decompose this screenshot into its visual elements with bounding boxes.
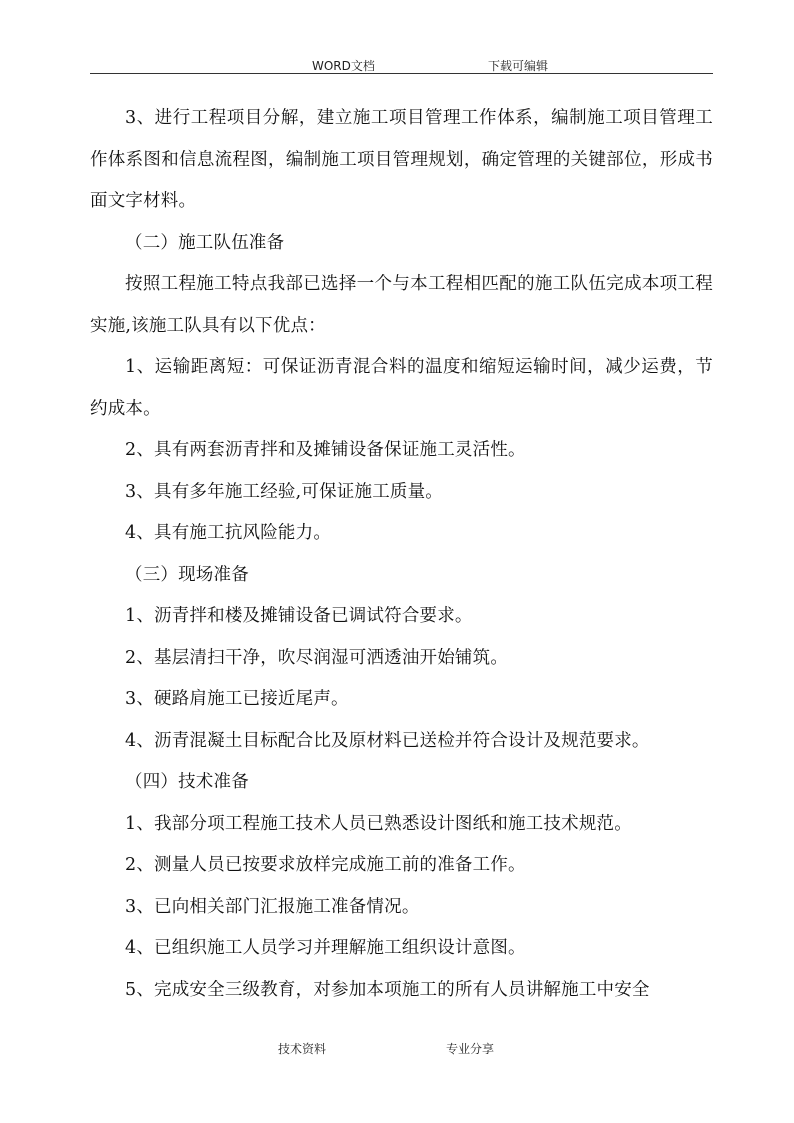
list-item-tech-staff: 1、我部分项工程施工技术人员已熟悉设计图纸和施工技术规范。 <box>125 813 632 834</box>
list-item-base-cleaning: 2、基层清扫干净，吹尽润湿可洒透油开始铺筑。 <box>125 647 509 668</box>
header-right-text: 下载可编辑 <box>488 59 549 73</box>
list-item-survey: 2、测量人员已按要求放样完成施工前的准备工作。 <box>125 855 526 875</box>
paragraph-item-3-decompose: 3、进行工程项目分解，建立施工项目管理工作体系，编制施工项目管理工作体系图和信息流程图，编制施工项目管理规划，确定管理的关键部位，形成书面文字材料。 <box>90 108 713 211</box>
list-item-equipment: 2、具有两套沥青拌和及摊铺设备保证施工灵活性。 <box>125 440 526 460</box>
page-header <box>0 55 794 75</box>
section-heading-team-prep: （二）施工队伍准备 <box>125 232 285 253</box>
section-heading-site-prep: （三）现场准备 <box>125 564 249 585</box>
page-footer <box>0 1040 794 1060</box>
list-item-transport-distance: 1、运输距离短：可保证沥青混合料的温度和缩短运输时间，减少运费，节约成本。 <box>90 357 713 419</box>
list-item-mixing-plant: 1、沥青拌和楼及摊铺设备已调试符合要求。 <box>125 606 473 626</box>
section-heading-tech-prep: （四）技术准备 <box>125 772 249 792</box>
document-body <box>90 98 713 1011</box>
list-item-report: 3、已向相关部门汇报施工准备情况。 <box>125 896 420 917</box>
list-item-hard-shoulder: 3、硬路肩施工已接近尾声。 <box>125 689 349 709</box>
paragraph-team-intro: 按照工程施工特点我部已选择一个与本工程相匹配的施工队伍完成本项工程实施,该施工队具有以下优点： <box>90 274 713 336</box>
list-item-training: 4、已组织施工人员学习并理解施工组织设计意图。 <box>125 938 526 958</box>
footer-left-text: 技术资料 <box>278 1042 327 1056</box>
list-item-safety: 5、完成安全三级教育，对参加本项施工的所有人员讲解施工中安全 <box>125 979 650 1000</box>
header-rule <box>90 73 713 74</box>
list-item-mix-design: 4、沥青混凝土目标配合比及原材料已送检并符合设计及规范要求。 <box>125 730 650 751</box>
list-item-risk: 4、具有施工抗风险能力。 <box>125 523 332 543</box>
list-item-experience: 3、具有多年施工经验,可保证施工质量。 <box>125 481 443 502</box>
header-left-text: WORD文档 <box>312 59 375 73</box>
footer-right-text: 专业分享 <box>446 1042 495 1056</box>
